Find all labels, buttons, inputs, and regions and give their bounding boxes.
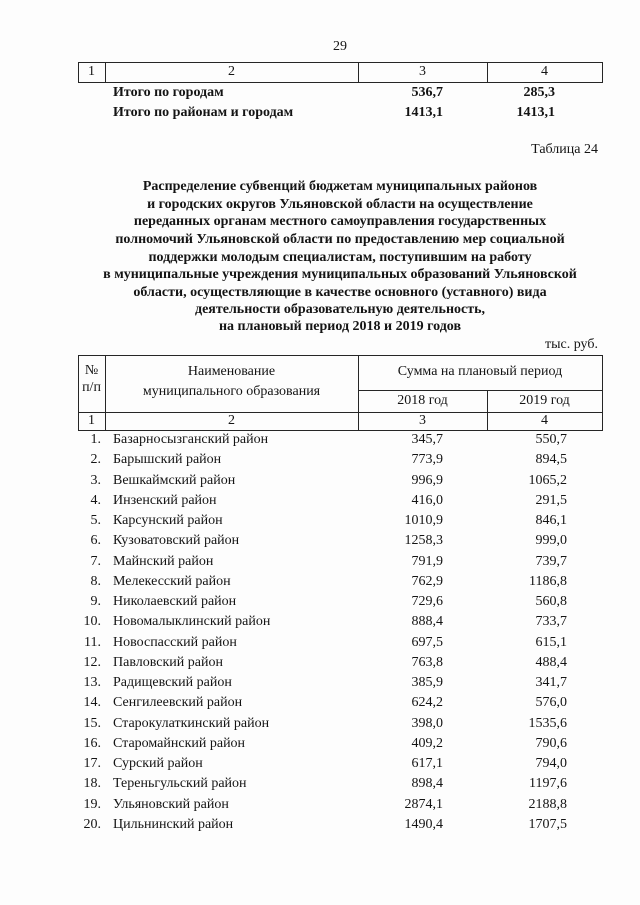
total-all-label: Итого по районам и городам [113,105,294,120]
title-line: деятельности образовательную деятельность, [194,302,485,317]
row-number: 13. [83,675,101,691]
row-value-2019: 291,5 [535,492,567,508]
total-cities-2019: 285,3 [523,85,555,100]
row-number: 3. [90,472,101,488]
row-number: 8. [90,573,101,589]
column-number: 2 [228,413,235,428]
column-number: 1 [88,413,95,428]
header-name: муниципального образования [142,384,321,399]
row-number: 2. [90,452,101,468]
row-value-2018: 624,2 [411,695,443,711]
row-name: Тереньгульский район [113,776,247,792]
table-label: Таблица 24 [531,142,598,157]
row-value-2019: 739,7 [535,553,567,569]
row-value-2018: 416,0 [411,492,443,508]
row-value-2018: 888,4 [411,614,443,630]
units-label: тыс. руб. [545,337,598,352]
header-2018: 2018 год [397,393,448,408]
title-line: переданных органам местного самоуправления государственных [133,214,547,229]
row-number: 18. [83,776,101,792]
header-2019: 2019 год [519,393,570,408]
row-number: 6. [90,533,101,549]
table-border-top [78,62,603,63]
total-cities-2018: 536,7 [411,85,443,100]
title-line: полномочий Ульяновской области по предоставлению мер социальной [115,232,565,247]
table-row [0,695,640,711]
row-value-2019: 1065,2 [528,472,567,488]
row-number: 12. [83,654,101,670]
header-sum: Сумма на плановый период [397,364,563,379]
row-value-2018: 385,9 [411,675,443,691]
row-value-2019: 2188,8 [528,796,567,812]
row-value-2019: 894,5 [535,452,567,468]
row-name: Ульяновский район [113,796,229,812]
row-value-2019: 1535,6 [528,715,567,731]
row-value-2019: 733,7 [535,614,567,630]
table-row [0,635,640,651]
row-value-2019: 341,7 [535,675,567,691]
row-name: Новомалыклинский район [113,614,271,630]
row-value-2019: 560,8 [535,594,567,610]
row-value-2018: 409,2 [411,735,443,751]
row-name: Радищевский район [113,675,232,691]
title-line: и городских округов Ульяновской области на осуществление [147,197,533,212]
page-number: 29 [333,39,347,54]
row-number: 4. [90,492,101,508]
row-name: Николаевский район [113,594,237,610]
table-row [0,574,640,590]
row-value-2018: 763,8 [411,654,443,670]
row-value-2019: 999,0 [535,533,567,549]
table-row [0,675,640,691]
table-row [0,614,640,630]
row-number: 11. [84,634,101,650]
row-value-2018: 1258,3 [404,533,443,549]
table-row [0,716,640,732]
table-row [0,797,640,813]
total-cities-label: Итого по городам [113,85,224,100]
row-number: 19. [83,796,101,812]
row-name: Мелекесский район [113,573,231,589]
column-number: 4 [541,413,548,428]
row-value-2018: 2874,1 [404,796,443,812]
row-value-2018: 762,9 [411,573,443,589]
table-border-bottom [78,82,603,83]
row-name: Вешкаймский район [113,472,236,488]
table-row [0,554,640,570]
row-number: 10. [83,614,101,630]
row-value-2018: 617,1 [411,756,443,772]
row-value-2019: 794,0 [535,756,567,772]
row-name: Старокулаткинский район [113,715,270,731]
table-border-right [602,62,603,83]
row-number: 20. [83,816,101,832]
row-value-2019: 576,0 [535,695,567,711]
row-number: 7. [90,553,101,569]
row-value-2018: 345,7 [411,432,443,447]
table-row [0,533,640,549]
row-value-2019: 550,7 [535,432,567,447]
table-row [0,513,640,529]
table-row [0,776,640,792]
row-number: 1. [90,432,101,447]
row-value-2018: 398,0 [411,715,443,731]
row-name: Базарносызганский район [113,432,269,447]
column-number: 3 [419,64,426,79]
row-name: Сенгилеевский район [113,695,243,711]
row-number: 5. [90,513,101,528]
row-value-2018: 996,9 [411,472,443,488]
column-number: 4 [541,64,548,79]
header-divider [358,390,603,391]
table-row [0,473,640,489]
total-all-2019: 1413,1 [516,105,555,120]
row-name: Сурский район [113,756,203,772]
header-border-top [78,355,603,356]
row-value-2019: 1707,5 [528,816,567,832]
row-value-2019: 846,1 [535,513,567,528]
table-row [0,655,640,671]
row-value-2018: 791,9 [411,553,443,569]
title-line: области, осуществляющие в качестве основного (уставного) вида [133,285,547,300]
row-number: 15. [83,715,101,731]
title-line: на плановый период 2018 и 2019 годов [218,319,462,334]
row-value-2019: 615,1 [535,634,567,650]
row-value-2019: 790,6 [535,735,567,751]
table-row [0,736,640,752]
row-value-2018: 1010,9 [404,513,443,528]
title-line: поддержки молодым специалистам, поступившим на работу [148,250,532,265]
header-name: Наименование [187,364,276,379]
row-value-2019: 1197,6 [529,776,567,792]
row-name: Цильнинский район [113,816,234,832]
row-value-2019: 488,4 [535,654,567,670]
header-border-bottom [78,430,603,431]
title-line: Распределение субвенций бюджетам муниципальных районов [142,179,538,194]
column-number: 1 [88,64,95,79]
row-name: Майнский район [113,553,214,569]
title-line: в муниципальные учреждения муниципальных образований Ульяновской [103,267,577,282]
row-number: 14. [83,695,101,711]
row-name: Павловский район [113,654,223,670]
header-border-right [602,355,603,431]
row-value-2018: 697,5 [411,634,443,650]
header-num: № [84,363,99,378]
table-row [0,756,640,772]
table-row [0,817,640,833]
row-value-2018: 898,4 [411,776,443,792]
table-row [0,432,640,448]
total-all-2018: 1413,1 [404,105,443,120]
row-value-2019: 1186,8 [529,573,567,589]
table-row [0,594,640,610]
row-value-2018: 773,9 [411,452,443,468]
row-number: 17. [83,756,101,772]
row-name: Старомайнский район [113,735,246,751]
column-number: 2 [228,64,235,79]
row-name: Инзенский район [113,492,217,508]
header-num: п/п [82,380,101,395]
table-row [0,452,640,468]
row-name: Новоспасский район [113,634,237,650]
row-name: Барышский район [113,452,222,468]
row-value-2018: 1490,4 [404,816,443,832]
column-number: 3 [419,413,426,428]
row-name: Кузоватовский район [113,533,240,549]
row-number: 16. [83,735,101,751]
table-row [0,493,640,509]
row-number: 9. [90,594,101,610]
row-value-2018: 729,6 [411,594,443,610]
row-name: Карсунский район [113,513,223,528]
